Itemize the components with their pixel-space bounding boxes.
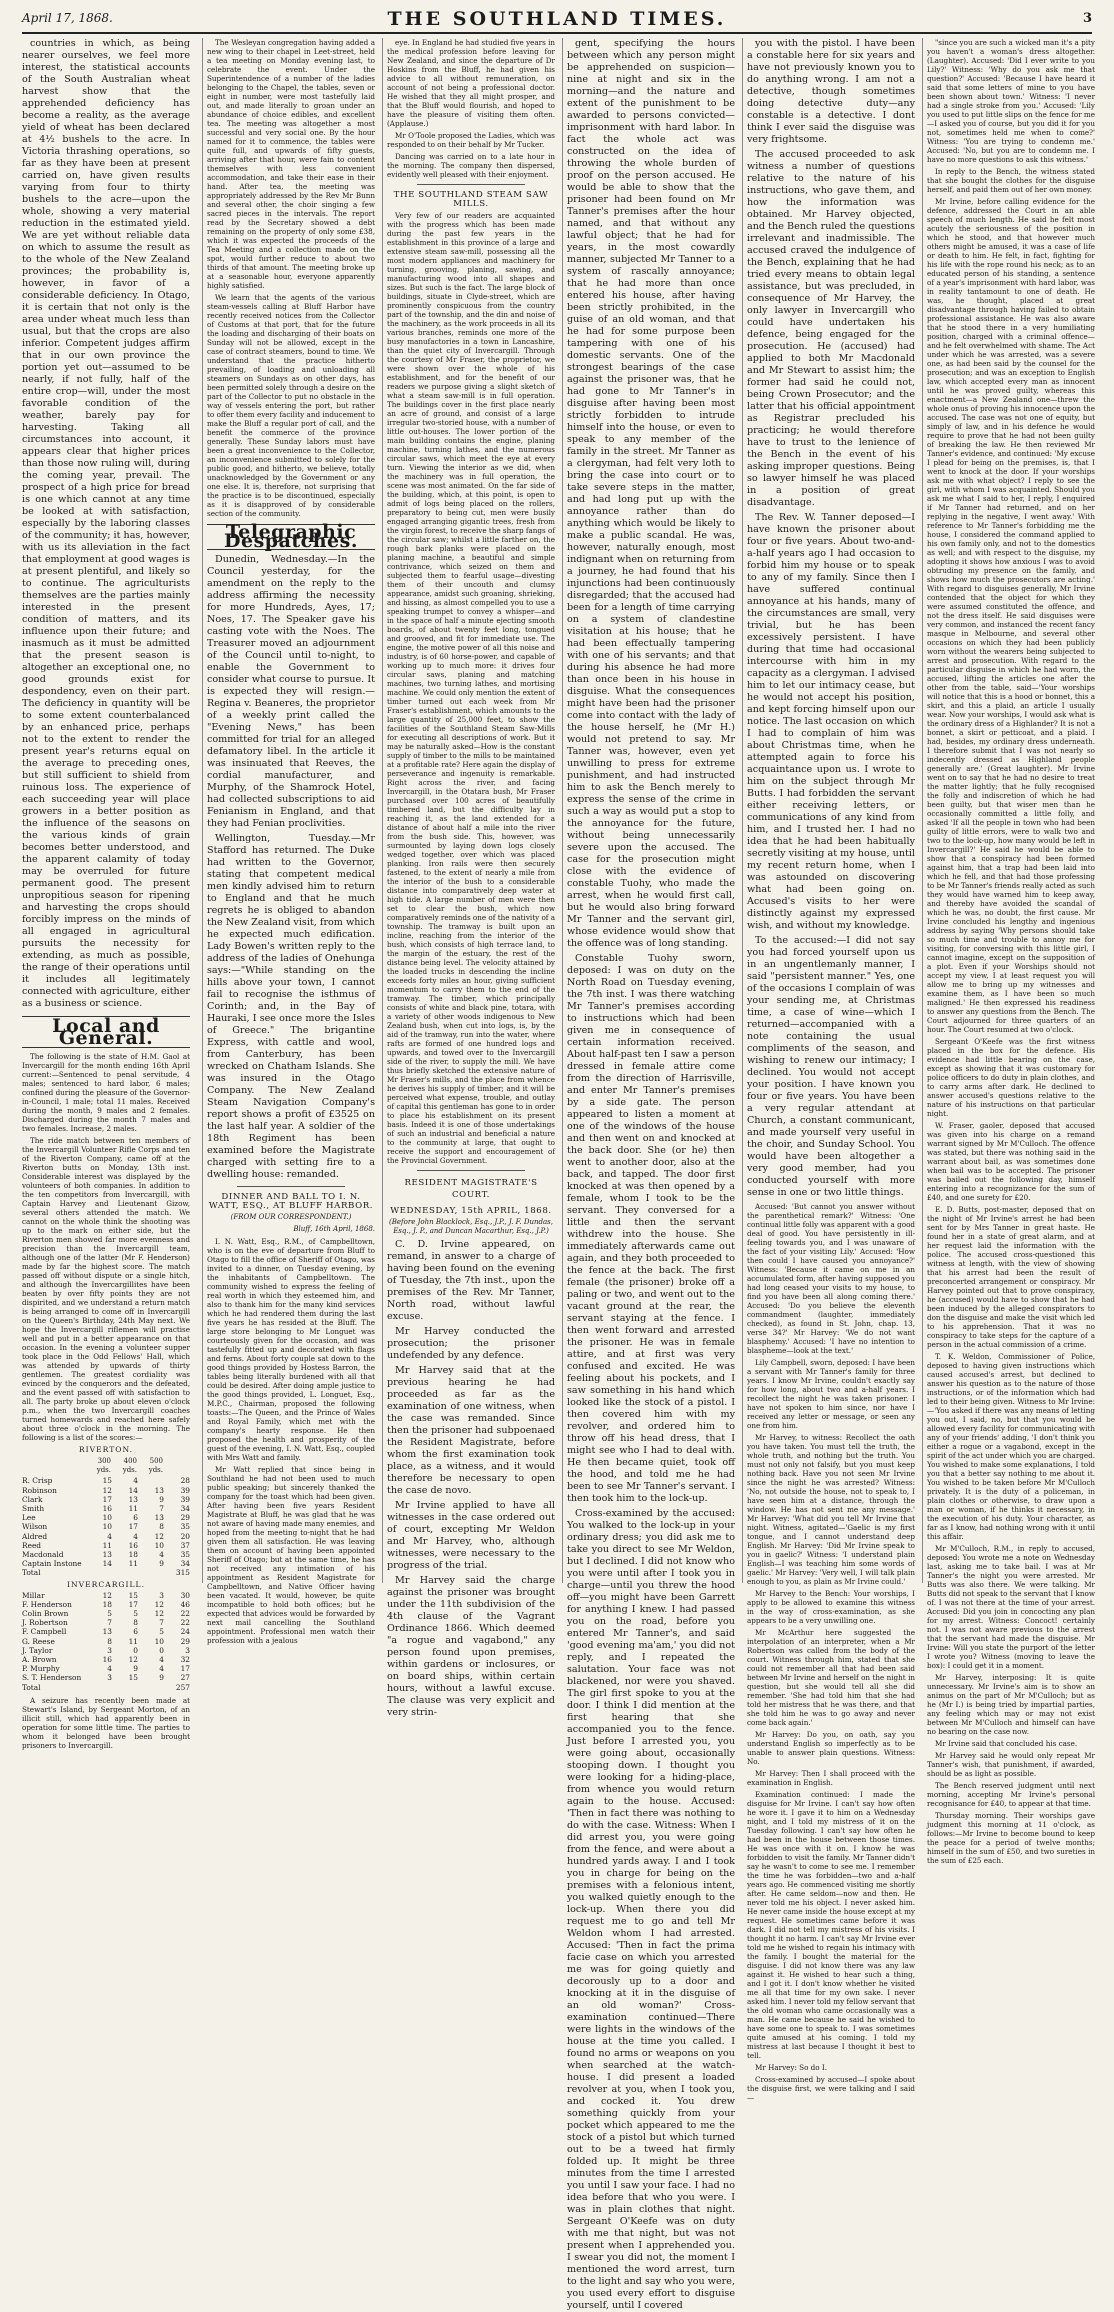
score-cell: 3 bbox=[107, 1645, 112, 1655]
score-cell: 12 bbox=[128, 1655, 138, 1665]
column-6 bbox=[922, 38, 1095, 1865]
score-row bbox=[22, 1664, 190, 1673]
score-cell: 4 bbox=[107, 1531, 112, 1541]
score-cell: 11 bbox=[128, 1636, 138, 1646]
toast-ladies: Mr O'Toole proposed the Ladies, which was responded to on their behalf by Mr Tucker. bbox=[387, 131, 555, 149]
shooter-name: R. Crisp bbox=[22, 1476, 53, 1486]
score-row bbox=[22, 1673, 190, 1682]
score-cell: 39 bbox=[180, 1485, 190, 1495]
score-row bbox=[22, 1627, 190, 1636]
score-cell: 4 bbox=[133, 1531, 138, 1541]
score-cell: 0 bbox=[159, 1645, 164, 1655]
score-cell: 28 bbox=[180, 1476, 190, 1486]
score-cell: 37 bbox=[180, 1540, 190, 1550]
score-cell: 4 bbox=[159, 1664, 164, 1674]
score-row bbox=[22, 1532, 190, 1541]
shooter-name: J. Robertson bbox=[22, 1618, 68, 1628]
score-row bbox=[22, 1618, 190, 1627]
score-row bbox=[22, 1513, 190, 1522]
shooter-name: Lee bbox=[22, 1513, 36, 1523]
score-cell: 16 bbox=[128, 1540, 138, 1550]
score-cell: 46 bbox=[180, 1599, 190, 1609]
total-value: 257 bbox=[175, 1682, 190, 1692]
tanner-to-accused: To the accused:—I did not say you had forced yourself upon us in an ungentlemanly manner, I said "persistent manner." Yes, one of the occasions I complain of was your sending me, at Christmas time, a case of wine—which I returned—accompanied with a note containing the usual compliments of the season, and wishing to renew our intimacy; I declined. You would not accept your position. I have known you four or five years. You have been a very regular attendant at Church, a constant communicant, and made yourself very useful in the choir, and Sunday School. You would have been altogether a very good member, had you conducted yourself with more sense in one or two little things. bbox=[747, 935, 915, 1198]
shooter-name: J. Taylor bbox=[22, 1645, 53, 1655]
score-cell: 17 bbox=[128, 1599, 138, 1609]
score-cell: 13 bbox=[154, 1485, 164, 1495]
tuohy-continued: you with the pistol. I have been a constable here for six years and have not previously known you to do anything wrong. I am not a detective, though sometimes doing detective duty—any constable is a detective. I dont think I ever said the disguise was very frightsome. bbox=[747, 38, 915, 145]
riverton-scores-table bbox=[22, 1456, 190, 1578]
masthead bbox=[22, 8, 1092, 34]
examination-continued: Examination continued: I made the disguise for Mr Irvine. I can't say how often he wore it. I gave it to him on a Wednesday night, and I told my mistress of it on the Tuesday following. I can't say how often he had been in the house between those times. He was once with it on. I know he was forbidden to visit the family. Mr Tanner didn't say he wasn't to come to see me. I remember the time he was forbidden—two and a-half years ago. He commenced visiting me shortly after. He came seldom—now and then. He never told me his object. I never asked him. He never came inside the house except at my request. He sometimes came before it was dark. I did not tell my mistress of his visits. I thought it no harm. I can't say Mr Irvine ever told me he wished to regain his intimacy with the family. I bought the material for the disguise. I did not know there was any law against it. He wished to hear such a thing, and I got it. I don't know whether he visited me all that time for my own sake. I never asked him. I never told my fellow servant that the old woman who came occasionally was a man. He came because he said he wished to have some one to speak to. I was sometimes quite amused at his coming. I told my mistress at last because I thought it best to tell. bbox=[747, 1790, 915, 2060]
score-cell: 17 bbox=[180, 1664, 190, 1674]
rifle-match-article: The ride match between ten members of the Invercargill Volunteer Rifle Corps and ten of the Riverton Company, came off at the Riverton butts on Monday, 13th inst. Considerable interest was displayed by the volunteers of both companies. In addition to the ten competitors from Invercargill, with Captain Harvey and Lieutenant Gizow, several others attended the match. We cannot on the whole think the shooting was up to the mark on either side, but the Riverton men showed far more evenness and precision than the Invercargill team, although one of the latter (Mr F. Henderson) made by far the highest score. The match passed off without dispute or a single hitch, and although the Invercargillites have been beaten by over fifty points they are not dispirited, and we understand a return match is being arranged to come off in Invercargill on the Queen's Birthday, 24th May next. We hope the Invercargill riflemen will practise well and put in a better appearance on that occasion. In the evening a volunteer supper took place in the Odd Fellows' Hall, which was attended by upwards of thirty gentlemen. The greatest cordiality was evinced by the conquerors and the defeated, and the event passed off with satisfaction to all. The party broke up about eleven o'clock p.m., when the two Invercargill coaches turned homewards and reached here safely about three o'clock in the morning. The following is a list of the scores:— bbox=[22, 1136, 190, 1442]
dunedin-despatch: Dunedin, Wednesday.—In the Council yesterday, for the amendment on the reply to the address affirming the necessity for more Hundreds, Ayes, 17; Noes, 17. The Speaker gave his casting vote with the Noes. The Treasurer moved an adjournment of the Council until to-night, to enable the Government to consider what course to pursue. It is expected they will resign.—Regina v. Beaneres, the proprietor of a weekly print called the "Evening News," has been committed for trial for an alleged defamatory libel. In the article it was insinuated that Reeves, the cordial manufacturer, and Murphy, of the Shamrock Hotel, had collected subscriptions to aid Fenianism in England, and that they had Fenian proclivities. bbox=[207, 554, 375, 829]
shooter-name: S. T. Henderson bbox=[22, 1673, 82, 1683]
irvine-application: Mr Irvine applied to have all witnesses in the case ordered out of court, excepting Mr Weldon and Mr Harvey, who, although witnesses, were necessary to the progress of the trial. bbox=[387, 1500, 555, 1571]
score-cell: 15 bbox=[128, 1590, 138, 1600]
total-label: Total bbox=[22, 1682, 41, 1692]
shooter-name: Captain Instone bbox=[22, 1559, 82, 1569]
okeefe-evidence: Sergeant O'Keefe was the first witness placed in the box for the defence. His evidence had little bearing on the case, except as showing that it was customary for police officers to do duty in plain clothes, and to carry arms after dark. He declined to answer accused's questions relative to the nature of his instructions on that particular night. bbox=[927, 1037, 1095, 1118]
butts-evidence: E. D. Butts, post-master, deposed that on the night of Mr Irvine's arrest he had been sent for by Mrs Tanner in great haste. He found her in a state of great alarm, and at her request laid the information with the police. The accused cross-questioned this witness at length, with the view of showing that his arrest had been the result of preconcerted arrangement or conspiracy. Mr Harvey pointed out that to prove conspiracy, he (accused) would have to show that he had been induced by the alleged conspirators to don the disguise and make the visit which led to his apprehension. That it was no conspiracy to take steps for the capture of a person in the actual commission of a crime. bbox=[927, 1205, 1095, 1349]
score-cell: 12 bbox=[154, 1599, 164, 1609]
dinner-ball-heading: DINNER AND BALL TO I. N. WATT, ESQ., AT BLUFF HARBOR. bbox=[208, 1192, 374, 1211]
score-cell: 3 bbox=[185, 1645, 190, 1655]
dateline: Bluff, 16th April, 1868. bbox=[293, 1225, 375, 1233]
score-cell: 17 bbox=[102, 1494, 112, 1504]
column-5 bbox=[742, 38, 915, 2102]
score-cell: 11 bbox=[102, 1540, 112, 1550]
score-cell: 20 bbox=[180, 1531, 190, 1541]
score-row bbox=[22, 1495, 190, 1504]
score-cell: 39 bbox=[180, 1494, 190, 1504]
weldon-evidence: T. K. Weldon, Commissioner of Police, deposed to having given instructions which caused accused's arrest, but declined to answer his question as to the nature of those instructions, or of the information which had led to their being given. Witness to Mr Irvine:—'You asked if there was any means of letting you out, I said, no, but that you would be allowed every facility for communicating with any of your friends' adding, 'I don't think you either a rogue or a vagabond, except in the spirit of the act under which you are charged. You wished to make some explanations, I told you that a better say nothing to me about it. You wished to be taken before Mr M'Culloch privately. It is the duty of a policeman, in plain clothes or otherwise, to draw upon a man or woman, if he thinks it necessary, in the execution of his duty. Your character, as far as I know, had nothing wrong with it until this affair. bbox=[927, 1352, 1095, 1541]
column-2 bbox=[202, 38, 375, 1645]
mcculloch-evidence: Mr M'Culloch, R.M., in reply to accused, deposed: You wrote me a note on Wednesday last, asking me to take bail. I was at Mr Tanner's the night you were arrested. Mr Butts was also there. We were talking. Mr Butts did not speak to the servant that I know of. I was not there at the time of your arrest. Accused: Did you join in concocting any plan for my arrest. Witness: Concoct! certainly not. I was not aware previous to the arrest that the servant had made the disguise. Mr Irvine: Will you state the purport of the letter I wrote you? Witness (moving to leave the box): I could get it in a moment. bbox=[927, 1544, 1095, 1670]
watt-reply-continued: eye. In England he had studied five years in the medical profession before leaving for New Zealand, and since the departure of Dr Hoskins from the Bluff, he had given his advice to all without remuneration, on account of not being a professional doctor. He wished that they all might prosper, and that the Bluff would flourish, and hoped to have the pleasure of visiting them often. (Applause.) bbox=[387, 38, 556, 128]
accused-questions: The accused proceeded to ask witness a number of questions relative to the nature of his instructions, who gave them, and how the information was obtained. Mr Harvey objected, and the Bench ruled the questions irrelevant and inadmissible. The accused craved the indulgence of the Bench, explaining that he had tried every means to obtain legal assistance, but was precluded, in consequence of Mr Harvey, the only lawyer in Invercargill who could have undertaken his defence, being engaged for the prosecution. He (accused) had applied to both Mr Macdonald and Mr Stewart to assist him; the former had said he could not, being Crown Prosecutor; and the latter that his official appointment as Registrar precluded his practicing; he would therefore have to trust to the lenience of the Bench in the event of his asking improper questions. Being so lawyer himself he was placed in a position of great disadvantage. bbox=[747, 149, 915, 508]
col-400: 400 yds. bbox=[122, 1457, 137, 1475]
score-cell: 6 bbox=[133, 1513, 138, 1523]
score-cell: 14 bbox=[102, 1559, 112, 1569]
score-cell: 9 bbox=[159, 1673, 164, 1683]
score-cell: 10 bbox=[102, 1513, 112, 1523]
cross-examined-accused: Cross-examined by accused—I spoke about the disguise first, we were talking and I said— bbox=[747, 2075, 915, 2102]
column-4 bbox=[562, 38, 735, 2311]
score-cell: 24 bbox=[180, 1627, 190, 1637]
witness-exchange: "since you are such a wicked man it's a pity you haven't a woman's dress altogether. (Laughter). Accused: 'Did I ever write to you Lily?' Witness: 'Why do you ask me that question?' Accused: 'Because I have heard it said that some letters of mine to you have been shown about town.' Witness: 'I never had a single stroke from you.' Accused: 'Lily you used to put little slips on the fence for me—I asked you of course, but you did it for you not, sometimes held me when to come?' Witness: 'You are trying to condemn me.' Accused: 'No, but you are to condemn me. I have no more questions to ask this witness.' bbox=[927, 38, 1095, 164]
score-cell: 8 bbox=[107, 1636, 112, 1646]
shooter-name: P. Murphy bbox=[22, 1664, 60, 1674]
riverton-total-row bbox=[22, 1568, 190, 1577]
shooter-name: Millar bbox=[22, 1590, 45, 1600]
score-cell: 13 bbox=[128, 1494, 138, 1504]
court-bench: (Before John Blacklock, Esq., J.P., J. F. Dundas, Esq., J. P., and Duncan Macarthur, Esq., J.P.) bbox=[389, 1218, 553, 1235]
harvey-to-witness: Mr Harvey, to witness: Recollect the oath you have taken. You must tell the truth, the whole truth, and nothing but the truth. You must not only not falsify, but you must keep nothing back. Have you not seen Mr Irvine since the night he was arrested? Witness: 'No, not outside the house, not to speak to, I have seen him at a distance, through the window. He has not sent me any message.' Mr Harvey: 'What did you tell Mr Irvine that night. Witness, agitated—'Gaelic is my first tongue, and I cannot understand deep English. Mr Harvey: 'Did Mr Irvine speak to you in gaelic?' Witness: 'I understand plain English—I was teaching him some words of gaelic.' Mr Harvey: 'Very well, I will talk plain enough to you, as plain as Mr Irvine could.' bbox=[747, 1433, 915, 1586]
score-row bbox=[22, 1504, 190, 1513]
shooter-name: Smith bbox=[22, 1504, 45, 1514]
score-row bbox=[22, 1591, 190, 1600]
score-cell: 7 bbox=[159, 1504, 164, 1514]
score-cell: 12 bbox=[102, 1485, 112, 1495]
score-row bbox=[22, 1559, 190, 1568]
score-cell: 10 bbox=[102, 1522, 112, 1532]
score-cell: 10 bbox=[154, 1540, 164, 1550]
dancing-note: Dancing was carried on to a late hour in the morning. The company then dispersed, evidently well pleased with their enjoyment. bbox=[387, 152, 555, 179]
score-cell: 13 bbox=[154, 1513, 164, 1523]
accused-parenthetical: Accused: 'But cannot you answer without the parenthetical remark?' Witness: 'One continual little folly was apparent with a good deal of good. You have persistently in ill-feeling towards you, and I was unaware of the fact of your visiting Lily.' Accused: 'How then could I have caused you annoyance?' Witness: 'Because it came on me in an accumulated form, after having supposed you had long ceased your visits to my house, to find you have been all along coming there.' Accused: 'Do you believe the eleventh commandment (laughter, immediately checked), as found in St. John, chap. 13, verse 34?' Mr Harvey: 'We do not want blasphemy.' Accused: 'I have no intention to blaspheme—look at the text.' bbox=[747, 1202, 915, 1355]
watt-reply-text: Mr Watt replied that since being in Southland he had not been used to much public speaking; but sincerely thanked the company for the toast which had been given. After having been five years Resident Magistrate at Bluff, he was glad that he was not aware of having made many enemies, and hoped from the meeting to-night that he had given them all satisfaction. He was leaving them on account of having been appointed Sheriff of Otago; but at the same time, he has not received any intimation of his appointment as Resident Magistrate for Campbelltown, and Native Officer having been vacated. It would, however, be quite incompatible to hold both offices; but he expected that advices would be forwarded by next mail cancelling the Southland appointment. Professional men watch their profession with a jealous bbox=[207, 1465, 375, 1645]
irvine-concluded: Mr Irvine said that concluded his case. bbox=[935, 1739, 1078, 1748]
judgment-thursday: Thursday morning. Their worships gave judgment this morning at 11 o'clock, as follows:—Mr Irvine to become bound to keep the peace for a period of twelve months; himself in the sum of £50, and two sureties in the sum of £25 each. bbox=[927, 1811, 1095, 1865]
score-cell: 35 bbox=[180, 1522, 190, 1532]
column-1 bbox=[22, 38, 190, 1750]
score-cell: 30 bbox=[180, 1590, 190, 1600]
telegraphic-despatches-heading: Telegraphic Despatches. bbox=[207, 524, 375, 550]
score-cell: 6 bbox=[133, 1627, 138, 1637]
score-cell bbox=[138, 1476, 164, 1485]
score-cell: 16 bbox=[102, 1504, 112, 1514]
harvey-english: Mr Harvey: Then I shall proceed with the examination in English. bbox=[747, 1769, 915, 1787]
score-cell: 34 bbox=[180, 1559, 190, 1569]
total-value: 315 bbox=[175, 1568, 190, 1578]
page-number: 3 bbox=[1082, 11, 1092, 26]
campbell-evidence: Lily Campbell, sworn, deposed: I have been a servant with Mr Tanner's family for three years. I know Mr Irvine, couldn't exactly say for how long, about two and a-half years. I recollect the night he was taken prisoner. I have not spoken to him since, nor have I received any letter or message, or seen any one from him. bbox=[747, 1358, 915, 1430]
harvey-final: Mr Harvey said he would only repeat Mr Tanner's wish, that punishment, if awarded, should be as light as possible. bbox=[927, 1751, 1095, 1778]
wheat-article-text: countries in which, as being nearer ourselves, we feel more interest, the statistical accounts of the South Australian wheat harvest show that the apprehended deficiency has become a reality, as the average yield of wheat has been declared at 4½ bushels to the acre. In Victoria thrashing operations, so far as they have been at present carried on, have given results varying from four to thirty bushels to the acre—upon the whole, showing a very material reduction in the estimated yield. We are yet without reliable data on which to assume the result as to the whole of the New Zealand provinces; the probability is, however, in favor of a considerable deficiency. In Otago, it is certain that not only is the area under wheat much less than usual, but that the crops are also inferior. Competent judges affirm that in our own province the portion yet out—assumed to be nearly, if not fully, half of the entire crop—will, under the most favorable condition of the weather, barely pay for harvesting. Taking all circumstances into account, it appears clear that higher prices than those now ruling will, during the coming year, prevail. The prospect of a high price for bread is one which cannot at any time be looked at with satisfaction, especially by the laboring classes of the community; it has, however, with us its alleviation in the fact that employment at good wages is at present plentiful, and likely so to continue. The agriculturists themselves are the parties mainly interested in the present condition of matters, and its influence upon their future; and inasmuch as it must be admitted that the present season is altogether an exceptional one, no good grounds exist for despondency, even on their part. The deficiency in quantity will be to some extent counterbalanced by an enhanced price, perhaps not to the extent to render the present year's returns equal on the average to preceding ones, but still sufficient to shield from ruinous loss. The experience of each succeeding year will place growers in a better position as the influence of the seasons on the various kinds of grain becomes better understood, and the apparent calamity of today may be overruled for future permanent good. The present unpropitious season for ripening and harvesting the crops should forcibly impress on the minds of all engaged in agricultural pursuits the necessity for extending, as much as possible, the range of their operations until it includes all legitimately connected with agriculture, either as a business or science. bbox=[22, 38, 190, 1009]
score-cell: 8 bbox=[159, 1522, 164, 1532]
score-cell: 14 bbox=[128, 1485, 138, 1495]
bluff-sunday-notice: We learn that the agents of the various steam-vessels calling at Bluff Harbor have recently received notices from the Collector of Customs at that port, that for the future the loading and discharging of their boats on Sunday will not be allowed, except in the case of contract steamers, bound to time. We understand that the practice hitherto prevailing, of loading and unloading all steamers on Sundays as on other days, has been permitted solely through a desire on the part of the Collector to put no obstacle in the way of vessels entering the port, but rather to offer them every facility and inducement to make the Bluff a regular port of call, and the benefit the commerce of the province generally. These Sunday labors must have been a great inconvenience to the Collector, an inconvenience submitted to solely for the public good, and hitherto, we believe, totally unacknowledged by the Government or any one else. It is, therefore, not surprising that the practice is to be discontinued, especially as it is disapproved of by considerable section of the community. bbox=[207, 293, 375, 518]
score-cell: 18 bbox=[102, 1599, 112, 1609]
scores-header-row bbox=[22, 1456, 190, 1476]
score-cell: 11 bbox=[128, 1559, 138, 1569]
score-cell: 8 bbox=[133, 1618, 138, 1628]
issue-date: April 17, 1868. bbox=[22, 11, 113, 25]
harvey-so-do-i: Mr Harvey: So do I. bbox=[755, 2063, 828, 2072]
irvine-defence-address: Mr Irvine, before calling evidence for the defence, addressed the Court in an able speech of much length. He said he felt most acutely the seriousness of the position in which he stood, and that however much others might be amused, it was a case of life or death to him. He felt, in fact, fighting for his life with the rope round his neck; as to an educated person of his standing, a sentence of a year's imprisonment with hard labor, was in reality tantamount to one of death. He was, he thought, placed at great disadvantage through having failed to obtain professional assistance. He was also aware that he stood there in a very humiliating position, charged with a criminal offence—and he felt overwhelmed with shame. The Act under which he was arrested, was a severe one, as had been said by the counsel for the prosecution; and was an exception to English law, which accepted every man as innocent until he was proved guilty, whereas this enactment—a New Zealand one—threw the whole onus of proving his innocence upon the accused. The case was not one of equity, but simply of law, and in his defence he would require to prove that he had not been guilty of breaking the law. He then reviewed Mr Tanner's evidence, and continued: 'My excuse I plead for being on the premises, is, that I went to knock at the door. If your worships ask me with what object? I reply to see the girl, with whom I was acquainted. Should you ask me what I said to her, I reply, I enquired if Mr Tanner had returned, and on her replying in the negative, I went away.' With reference to Mr Tanner's forbidding me the house, I considered the command applied to his own family only, and not to the domestics as well; and with respect to the disguise, my adopting it shows how anxious I was to avoid obtruding my presence on the family, and shows how much the prosecutors are acting.' With regard to disguises generally, Mr Irvine contended that the object for which they were assumed constituted the offence, and not the dress itself. He said disguises were very common, and instanced the recent fancy masque in Melbourne, and several other occasions on which they had been publicly worn without the wearers being subjected to arrest and prosecution. With regard to the particular disguise in which he had worn, the accused, lifting the articles one after the other from the table, said—'Your worships will notice that this is a hood or bonnet, this a skirt, and this a plaid, an article I usually wear. Now your worships, I would ask what is the ordinary dress of a Highlander? It is not a bonnet, a skirt or petticoat, and a plaid. I had, besides, my ordinary dress underneath. I therefore submit that I was not nearly so indecently dressed as Highland people generally are.' (Great laughter). Mr Irvine went on to say that he had no desire to treat the matter lightly; that he fully recognised the folly and indiscretion of which he had been guilty, but that wiser men than he occasionally committed a little folly, and asked 'If all the people in town who had been guilty of little errors, were to walk two and two to the lock-up, how many would be left in Invercargill?' He said he would be able to show that a conspiracy had been formed against him, that a trap had been laid into which he fell, and that had those professing to be Mr Tanner's friends really acted as such they would have warned him to keep away, and thereby have avoided the scandal of which he was, no doubt, the first cause. Mr Irvine concluded his lengthy and ingenious address by saying 'Why persons should take so much time and trouble to annoy me for visiting, for conversing with this little girl, I cannot imagine, except on the supposition of a plot. Even if your Worships should not accept my view, I at least request you will allow me to bring up my witnesses and examine them, as I have been so much maligned.' He then expressed his readiness to answer any questions from the Bench. The Court adjourned for three quarters of an hour. The Court resumed at two o'clock. bbox=[927, 197, 1095, 1034]
tuohy-cross-examination: Cross-examined by the accused: You walked to the lock-up in your ordinary dress; you did ask me to take you direct to see Mr Weldon, but I declined. I did not know who you were until after I took you in charge—until you threw the hood off—you might have been Garrett for anything I knew. I had passed you on the road, before you entered Mr Tanner's, and said 'good evening ma'am,' you did not reply, and I repeated the salutation. Your face was not blackened, nor were you shaved. The girl first spoke to you at the door. I think I did mention at the first hearing that she accompanied you to the fence. Just before I arrested you, you were going about, occasionally stooping down. I thought you were looking for a hiding-place, from whence you would return again to the house. Accused: 'Then in fact there was nothing to do with the case. Witness: When I did arrest you, you were going from the fence, and were about a hundred yards away. I and I took you in charge for being on the premises with a felonious intent, you walked quietly enough to the lock-up. When there you did request me to go and tell Mr Weldon whom I had arrested. Accused: 'Then in fact the prima facie case on which you arrested me was for going quietly and decorously up to a door and knocking at it in the disguise of an old woman?' Cross-examination continued—There were lights in the windows of the house at the time you called. I found no arms or weapons on you when searched at the watch-house. I did present a loaded revolver at you, when I took you, and cocked it. You drew something quickly from your pocket which appeared to me the stock of a pistol but which turned out to be a tweed hat firmly folded up. It might be three minutes from the time I arrested you until I saw your face. I had no idea before that who you were. I was in plain clothes that night. Sergeant O'Keefe was on duty with me that night, but was not present when I apprehended you. I swear you did not, the moment I mentioned the word arrest, turn to the light and say who you were, you used every effort to disguise yourself, until I covered bbox=[567, 1508, 735, 2311]
invercargill-team-title: INVERCARGILL. bbox=[67, 1579, 145, 1589]
illicit-still-article: A seizure has recently been made at Stewart's Island, by Sergeant Morton, of an illicit still, which had apparently been in operation for some little time. The parties to whom it belonged have been brought prisoners to Invercargill. bbox=[22, 1695, 190, 1750]
harvey-prosecution: Mr Harvey conducted the prosecution; the prisoner undefended by any defence. bbox=[387, 1326, 555, 1361]
saw-mills-heading: THE SOUTHLAND STEAM SAW MILLS. bbox=[393, 190, 549, 209]
score-cell: 11 bbox=[128, 1504, 138, 1514]
score-cell: 3 bbox=[159, 1590, 164, 1600]
court-date: WEDNESDAY, 15th APRIL, 1868. bbox=[390, 1206, 552, 1216]
vagrant-ordinance: Mr Harvey said the charge against the prisoner was brought under the 11th subdivision of the 4th clause of the Vagrant Ordinance 1866. Which deemed "a rogue and vagabond," any person found upon premises, within gardens or inclosures, or on board ships, within certain hours, without a lawful excuse. The clause was very explicit and very strin- bbox=[387, 1575, 555, 1718]
score-cell: 35 bbox=[180, 1550, 190, 1560]
score-cell: 10 bbox=[154, 1636, 164, 1646]
score-cell: 12 bbox=[154, 1609, 164, 1619]
tanner-evidence: The Rev. W. Tanner deposed—I have known the prisoner about four or five years. About two-and-a-half years ago I had occasion to forbid him my house or to speak to any of my family. Since then I have suffered continual annoyance at his hands, many of the circumstances are small, very trivial, but he has been excessively persistent. I have during that time had occasional intercourse with him in my capacity as a clergyman. I advised him to let our intimacy cease, but he would not accept his position, and kept forcing himself upon our notice. The last occasion on which I had to complain of him was about Christmas time, when he attempted again to force his acquaintance upon us. I wrote to him on the subject through Mr Butts. I had forbidden the servant either receiving letters, or communications of any kind from him, and I trusted her. I had no idea that he had been habitually secretly visiting at my house, until my recent return home, when I was astounded on discovering what had been going on. Accused's visits to her were distinctly against my expressed wish, and without my knowledge. bbox=[747, 512, 915, 931]
shooter-name: F. Campbell bbox=[22, 1627, 67, 1637]
score-cell: 12 bbox=[102, 1590, 112, 1600]
gaol-report: The following is the state of H.M. Gaol at Invercargill for the month ending 16th April current:—Sentenced to penal servitude, 4 males; sentenced to hard labor, 6 males; confined during the pleasure of the Governor-in-Council, 1 male; total 11 males. Received during the month, 9 males and 2 females. Discharged during the month 7 males and two females. Increase, 2 males. bbox=[22, 1052, 190, 1133]
score-cell: 9 bbox=[159, 1559, 164, 1569]
score-row bbox=[22, 1486, 190, 1495]
score-cell: 4 bbox=[107, 1664, 112, 1674]
score-cell: 3 bbox=[107, 1673, 112, 1683]
correspondent-note: (FROM OUR CORRESPONDENT.) bbox=[230, 1213, 352, 1221]
score-cell: 7 bbox=[159, 1618, 164, 1628]
score-row bbox=[22, 1655, 190, 1664]
score-cell: 15 bbox=[102, 1476, 112, 1486]
score-row bbox=[22, 1522, 190, 1531]
wesleyan-tea-meeting: The Wesleyan congregation having added a new wing to their chapel in Leet-street, held a tea meeting on Monday evening last, to celebrate the event. Under the Superintendence of a number of the ladies belonging to the Chapel, the tables, seven or eight in number, were most tastefully laid out, and made literally to groan under an abundance of choice edibles, and excellent tea. The meeting was altogether a most successful and very social one. By the hour named for it to commence, the tables were quite full, and upwards of fifty guests, arriving after that hour, were fain to content themselves with less convenient accommodation, and take their ease in their hand. After tea, the meeting was appropriately addressed by the Rev Mr Bunn and several other, the choir singing a few sacred pieces in the intervals. The report read by the Secretary showed a debt remaining on the property of only some £38, which it was expected the proceeds of the Tea Meeting and a collection made on the spot, would further reduce to about two thirds of that amount. The meeting broke up at a seasonable hour, everyone apparently highly satisfied. bbox=[207, 38, 375, 290]
score-cell: 18 bbox=[128, 1550, 138, 1560]
score-cell: 5 bbox=[107, 1609, 112, 1619]
shooter-name: G. Reese bbox=[22, 1636, 55, 1646]
local-and-general-heading: Local and General. bbox=[22, 1016, 190, 1048]
score-cell: 9 bbox=[133, 1664, 138, 1674]
score-cell: 15 bbox=[128, 1673, 138, 1683]
column-3 bbox=[382, 38, 556, 1718]
score-cell: 5 bbox=[133, 1609, 138, 1619]
score-cell: 0 bbox=[133, 1645, 138, 1655]
shooter-name: Colin Brown bbox=[22, 1609, 69, 1619]
shooter-name: Macdonald bbox=[22, 1550, 64, 1560]
score-cell: 22 bbox=[180, 1618, 190, 1628]
score-cell: 4 bbox=[159, 1655, 164, 1665]
riverton-team-title: RIVERTON. bbox=[78, 1445, 134, 1454]
harvey-opening: Mr Harvey said that at the previous hearing he had proceeded as far as the examination of one witness, when the case was remanded. Since then the prisoner had subpoenaed the Resident Magistrate, before whom the first examination took place, as a witness, and it would therefore be necessary to open the case de novo. bbox=[387, 1365, 555, 1496]
harvey-to-bench: Mr Harvey to the Bench: Your worships, I apply to be allowed to examine this witness in the way of cross-examination, as she appears to be a very unwilling one. bbox=[747, 1589, 915, 1625]
tuohy-evidence: Constable Tuohy sworn, deposed: I was on duty on the North Road on Tuesday evening, the 7th inst. I was there watching Mr Tanner's premises according to instructions which had been given me in consequence of certain information received. About half-past ten I saw a person dressed in female attire come from the direction of Harrisville, and enter Mr Tanner's premises by a side gate. The person appeared to listen a moment at one of the windows of the house and then went on and knocked at the back door. She (or he) then went to another door, also at the back, and tapped. The door first knocked at was then opened by a female, whom I took to be the servant. They conversed for a little and then the servant withdrew into the house. She immediately afterwards came out again, and they both proceeded to the fence at the back. The first female (the prisoner) broke off a paling or two, and went out to the vacant ground at the rear, the servant staying at the fence. I then went forward and arrested the prisoner. He was in female attire, and at first was very confused and excited. He was feeling about his pockets, and I saw something in his hand which looked like the stock of a pistol. I then covered him with my revolver, and ordered him to throw off his head dress, that I might see who I had to deal with. He then became quiet, took off the hood, and told me he had been to see Mr Tanner's servant. I then took him to the lock-up. bbox=[567, 953, 735, 1504]
score-cell: 12 bbox=[154, 1531, 164, 1541]
score-cell: 29 bbox=[180, 1513, 190, 1523]
watt-dinner-text: I. N. Watt, Esq., R.M., of Campbelltown, who is on the eve of departure from Bluff to Otago to fill the office of Sheriff of Otago, was invited to a dinner, on Tuesday evening, by the inhabitants of Campbelltown. The community wished to express the feeling of real worth in which they esteemed him, and also to thank him for the many kind services which he had rendered them during the last five years he has resided at the Bluff. The large store belonging to Mr Longuet was courteously given for the occasion, and was tastefully fitted up and decorated with flags and ferns. About forty couple sat down to the good things provided by Hostess Barron, the tables being literally burdened with all that could be desired. After doing ample justice to the good things provided, L. Longuet, Esq., M.P.C., Chairman, proposed the following toasts:—The Queen, and the Prince of Wales and Royal Family, which met with the company's hearty response. He then proposed the health and prosperity of the guest of the evening, I. N. Watt, Esq., coupled with Mrs Watt and family. bbox=[207, 1237, 375, 1462]
bench-reply: In reply to the Bench, the witness stated that she bought the clothes for the disguise herself, and paid them out of her own money. bbox=[927, 167, 1095, 194]
score-cell: 4 bbox=[159, 1550, 164, 1560]
score-row bbox=[22, 1541, 190, 1550]
score-cell: 9 bbox=[159, 1494, 164, 1504]
score-row bbox=[22, 1476, 190, 1485]
col-500: 500 yds. bbox=[148, 1457, 163, 1475]
score-row bbox=[22, 1600, 190, 1609]
shooter-name: F. Henderson bbox=[22, 1599, 72, 1609]
shooter-name: Robinson bbox=[22, 1485, 57, 1495]
score-row bbox=[22, 1637, 190, 1646]
total-label: Total bbox=[22, 1568, 41, 1578]
judgment-reserved: The Bench reserved judgment until next morning, accepting Mr Irvine's personal recognisance for £40, to appear at that time. bbox=[927, 1781, 1095, 1808]
score-cell: 5 bbox=[159, 1627, 164, 1637]
shooter-name: Aldred bbox=[22, 1531, 48, 1541]
interpreter-note: Mr McArthur here suggested the interpolation of an interpreter, when a Mr Robertson was called from the body of the court. Witness through him, stated that she could not remember all that had been said between Mr Irvine and herself on the night in question, but she would tell all she did remember. 'She had told him that she had told her mistress that he was there, and that she told him he was to go away and never come back again.' bbox=[747, 1628, 915, 1727]
score-cell: 32 bbox=[180, 1655, 190, 1665]
shooter-name: Clark bbox=[22, 1494, 43, 1504]
invercargill-total-row bbox=[22, 1683, 190, 1692]
irvine-charge: C. D. Irvine appeared, on remand, in answer to a charge of having been found on the evening of Tuesday, the 7th inst., upon the premises of the Rev. Mr Tanner, North road, without lawful excuse. bbox=[387, 1239, 555, 1322]
score-row bbox=[22, 1609, 190, 1618]
harvey-oath-question: Mr Harvey: Do you, on oath, say you understand English so imperfectly as to be unable to answer plain questions. Witness: No. bbox=[747, 1730, 915, 1766]
score-cell: 17 bbox=[128, 1522, 138, 1532]
score-cell: 29 bbox=[180, 1636, 190, 1646]
score-row bbox=[22, 1550, 190, 1559]
score-cell: 27 bbox=[180, 1673, 190, 1683]
invercargill-scores-table bbox=[22, 1591, 190, 1692]
fraser-evidence: W. Fraser, gaoler, deposed that accused was given into his charge on a remand warrant signed by Mr M'Culloch. The offence was stated, but there was nothing said in the warrant about bail, as was sometimes done when bail was to be accepted. The prisoner was bailed out the following day, himself entering into a recognizance for the sum of £40, and one surety for £20. bbox=[927, 1121, 1095, 1202]
score-cell: 7 bbox=[107, 1618, 112, 1628]
score-cell: 13 bbox=[102, 1550, 112, 1560]
score-cell: 34 bbox=[180, 1504, 190, 1514]
magistrates-court-heading: RESIDENT MAGISTRATE'S COURT. bbox=[404, 1178, 538, 1200]
shooter-name: Reed bbox=[22, 1540, 42, 1550]
score-cell: 16 bbox=[102, 1655, 112, 1665]
score-row bbox=[22, 1646, 190, 1655]
newspaper-title: THE SOUTHLAND TIMES. bbox=[387, 8, 727, 30]
score-cell: 4 bbox=[133, 1476, 138, 1486]
score-cell: 22 bbox=[180, 1609, 190, 1619]
harvey-interposing: Mr Harvey, interposing: It is quite unnecessary. Mr Irvine's aim is to show an animus on the part of Mr M'Culloch; but as he (Mr I.) is being tried by impartial parties, any feeling which may or may not exist between Mr M'Culloch and himself can have no bearing on the case now. bbox=[927, 1673, 1095, 1736]
score-cell: 13 bbox=[102, 1627, 112, 1637]
shooter-name: A. Brown bbox=[22, 1655, 57, 1665]
col-300: 300 yds. bbox=[96, 1457, 111, 1475]
saw-mills-article: Very few of our readers are acquainted with the progress which has been made during the past few years in the establishment in this province of a large and extensive steam saw-mill, possessing all the most modern appliances and machinery for turning, grooving, planing, sawing, and manufacturing wood into all shapes and sizes. But such is the fact. The large block of buildings, situate in Clyde-street, which are prominently conspicuous from the country part of the township, and the din and noise of the machinery, as the work proceeds in all its various branches, reminds one more of the busy manufactories in a town in Lancashire, than the quiet city of Invercargill. Through the courtesy of Mr Fraser, the proprietor, we were shown over the whole of his establishment, and for the benefit of our readers we purpose giving a slight sketch of what a steam saw-mill is in full operation. The buildings cover in the first place nearly an acre of ground, and consist of a large irregular two-storied house, with a number of little out-houses. The lower portion of the main building contains the engine, planing machine, turning lathes, and the numerous circular saws, which meet the eye at every turn. Viewing the interior as we did, when the machinery was in full operation, the scene was most animated. On the far side of the building, which, at this point, is open to admit of logs being placed on the rollers, preparatory to being cut, men were busily engaged arranging gigantic trees, fresh from the virgin forest, to receive the sharp fangs of the circular saw; whilst a little farther on, the rough bark planks were placed on the planing machine, a beautiful and simple contrivance, which seized on them and subjected them to fearful usage—divesting them of their uncouth and clumsy appearance, amidst such groaning, shrieking, and hissing, as almost compelled you to use a speaking trumpet to convey a whisper—and in the space of half a minute ejecting smooth boards, of about twenty feet long, tongued and grooved, and fit for immediate use. The engine, the motive power of all this noise and industry, is of 60 horse-power, and capable of working up to much more: it drives four circular saws, planing and matching machines, two turning lathes, and mortising machine. We could only mention the extent of timber turned out each week from Mr Fraser's establishment, which amounts to the large quantity of 25,000 feet, to show the facilities of the Southland Steam Saw-Mills for executing all descriptions of work. But it may be naturally asked—How is the constant supply of timber to the mills to be maintained at a profitable rate? Here again the display of perseverance and ingenuity is remarkable. Right across the river, and facing Invercargill, in the Otatara bush, Mr Fraser purchased over 100 acres of beautifully timbered land, but the difficulty lay in reaching it, as the land extended for a distance of about half a mile into the river from the bush side. This, however, was surmounted by laying down logs closely wedged together, over which was placed planking. Iron rails were then securely fastened, to the extent of nearly a mile from the interior of the bush to a considerable distance into comparatively deep water at high tide. A large number of men were then set to clear the bush, which now comparatively reminds one of the nativity of a township. The tramway is built upon an incline, reaching from the interior of the bush, which consists of high terrace land, to the margin of the estuary, the rest of the distance being level. The velocity attained by the loaded trucks in descending the incline exceeds forty miles an hour, giving sufficient momentum to carry them to the end of the tramway. The timber, which principally consists of white and black pine, totara, with a variety of other woods indigenous to New Zealand bush, when cut into logs, is, by the aid of the tramway, run into the water, where rafts are formed of one hundred logs and upwards, and towed over to the Invercargill side of the river, to supply the mill. We have thus briefly sketched the extensive nature of Mr Fraser's mills, and the place from whence he derives his supply of timber; and it will be perceived what expense, trouble, and outlay of capital this gentleman has gone to in order to place his establishment on its present basis. Indeed it is one of those undertakings of such an industrial and beneficial a nature to the community at large, that ought to receive the support and encouragement of the Provincial Government. bbox=[387, 211, 556, 1165]
page-columns bbox=[22, 38, 1095, 2311]
prosecution-statement: gent, specifying the hours between which any person might be apprehended on suspicion—nine at night and six in the morning—and the nature and extent of the punishment to be awarded to persons convicted—imprisonment with hard labor. In fact the whole act was constructed on the idea of throwing the whole burden of proof on the person accused. He would be able to show that the prisoner had been found on Mr Tanner's premises after the hour named, and that without any lawful object; that he had for years, in the most cowardly manner, subjected Mr Tanner to a system of rascally annoyance; that he had more than once entered his house, after having been strictly prohibited, in the guise of an old woman, and that he had for some purpose been tampering with one of his domestic servants. One of the strongest bearings of the case against the prisoner was, that he had gone to Mr Tanner's in disguise after having been most strictly forbidden to intrude himself into the house, or even to speak to any member of the family in the street. Mr Tanner as a clergyman, had felt very loth to bring the case into court or to take severe steps in the matter, and had long put up with the annoyance rather than do anything which would be likely to make a public scandal. He was, however, naturally enough, most indignant when on returning from a journey, he had found that his injunctions had been continuously disregarded; that the accused had been for a length of time carrying on a system of clandestine visitation at his house; that he had been effectually tampering with one of his servants; and that during his absence he had more than once been in his house in disguise. What the consequences might have been had the prisoner come into contact with the lady of the house herself, he (Mr H.) would not pretend to say. Mr Tanner was, however, even yet unwilling to press for extreme punishment, and had instructed him to ask the Bench merely to express the sense of the crime in such a way as would put a stop to the annoyance for the future, without being unnecessarily severe upon the accused. The case for the prosecution might close with the evidence of constable Tuohy, who made the arrest, when he would first call, but he would also bring forward Mr Tanner and the servant girl, whose evidence would show that the offence was of long standing. bbox=[567, 38, 735, 949]
wellington-despatch: Wellington, Tuesday.—Mr Stafford has returned. The Duke had written to the Governor, stating that competent medical men kindly advised him to return to England and that he much regrets he is obliged to abandon the New Zealand visit, from which he expected much edification. Lady Bowen's written reply to the address of the ladies of Onehunga says:—"While standing on the hills above your town, I cannot fail to recognise the isthmus of Corinth; and, in the Bay of Hauraki, I see once more the Isles of Greece." The brigantine Express, with cattle and wool, from Canterbury, has been wrecked on Chatham Islands. She was insured in the Otago Company. The New Zealand Steam Navigation Company's report shows a profit of £3525 on the last half year. A soldier of the 18th Regiment has been examined before the Magistrate charged with setting fire to a dwelling house: remanded. bbox=[207, 833, 375, 1180]
shooter-name: Wilson bbox=[22, 1522, 48, 1532]
